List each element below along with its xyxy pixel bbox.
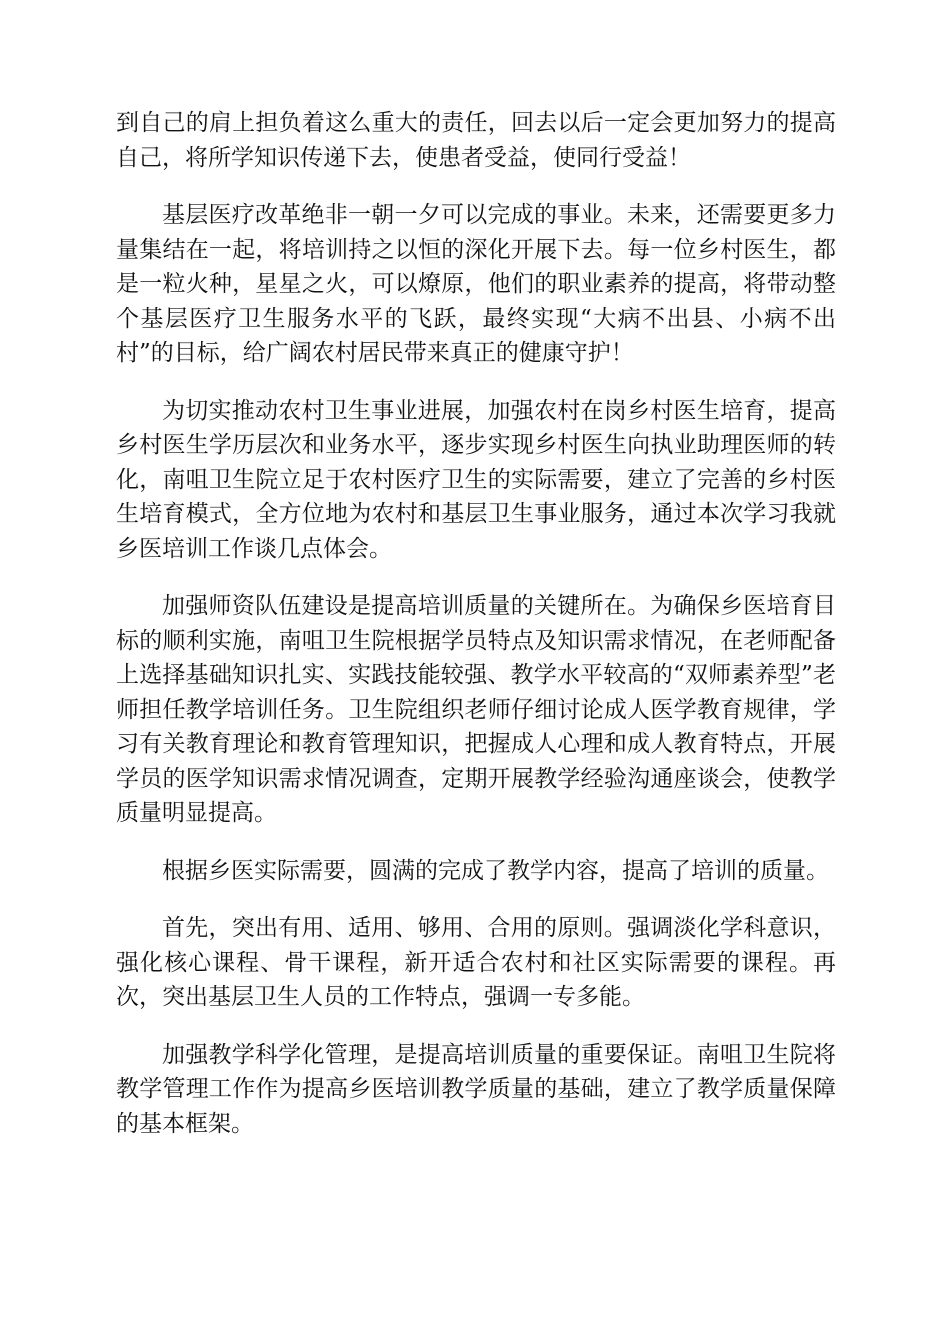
paragraph-continuation: 到自己的肩上担负着这么重大的责任，回去以后一定会更加努力的提高自己，将所学知识传递下去，使患者受益，使同行受益！ [116, 110, 836, 171]
paragraph: 根据乡医实际需要，圆满的完成了教学内容，提高了培训的质量。 [162, 857, 829, 884]
document-body [116, 106, 836, 1164]
paragraph: 首先，突出有用、适用、够用、合用的原则。强调淡化学科意识，强化核心课程、骨干课程，新开适合农村和社区实际需要的课程。再次，突出基层卫生人员的工作特点，强调一专多能。 [116, 915, 836, 1010]
paragraph: 加强教学科学化管理，是提高培训质量的重要保证。南咀卫生院将教学管理工作作为提高乡医培训教学质量的基础，建立了教学质量保障的基本框架。 [116, 1041, 836, 1137]
paragraph: 加强师资队伍建设是提高培训质量的关键所在。为确保乡医培育目标的顺利实施，南咀卫生院根据学员特点及知识需求情况，在老师配备上选择基础知识扎实、实践技能较强、教学水平较高的“双师素养型”老师担任教学培训任务。卫生院组织老师仔细讨论成人医学教育规律，学习有关教育理论和教育管理知识，把握成人心理和成人教育特点，开展学员的医学知识需求情况调查，定期开展教学经验沟通座谈会，使教学质量明显提高。 [116, 593, 836, 826]
paragraph: 为切实推动农村卫生事业进展，加强农村在岗乡村医生培育，提高乡村医生学历层次和业务水平，逐步实现乡村医生向执业助理医师的转化，南咀卫生院立足于农村医疗卫生的实际需要，建立了完善的乡村医生培育模式，全方位地为农村和基层卫生事业服务，通过本次学习我就乡医培训工作谈几点体会。 [116, 397, 836, 562]
paragraph: 基层医疗改革绝非一朝一夕可以完成的事业。未来，还需要更多力量集结在一起，将培训持之以恒的深化开展下去。每一位乡村医生，都是一粒火种，星星之火，可以燎原，他们的职业素养的提高，将带动整个基层医疗卫生服务水平的飞跃，最终实现“大病不出县、小病不出村”的目标，给广阔农村居民带来真正的健康守护！ [116, 202, 836, 366]
